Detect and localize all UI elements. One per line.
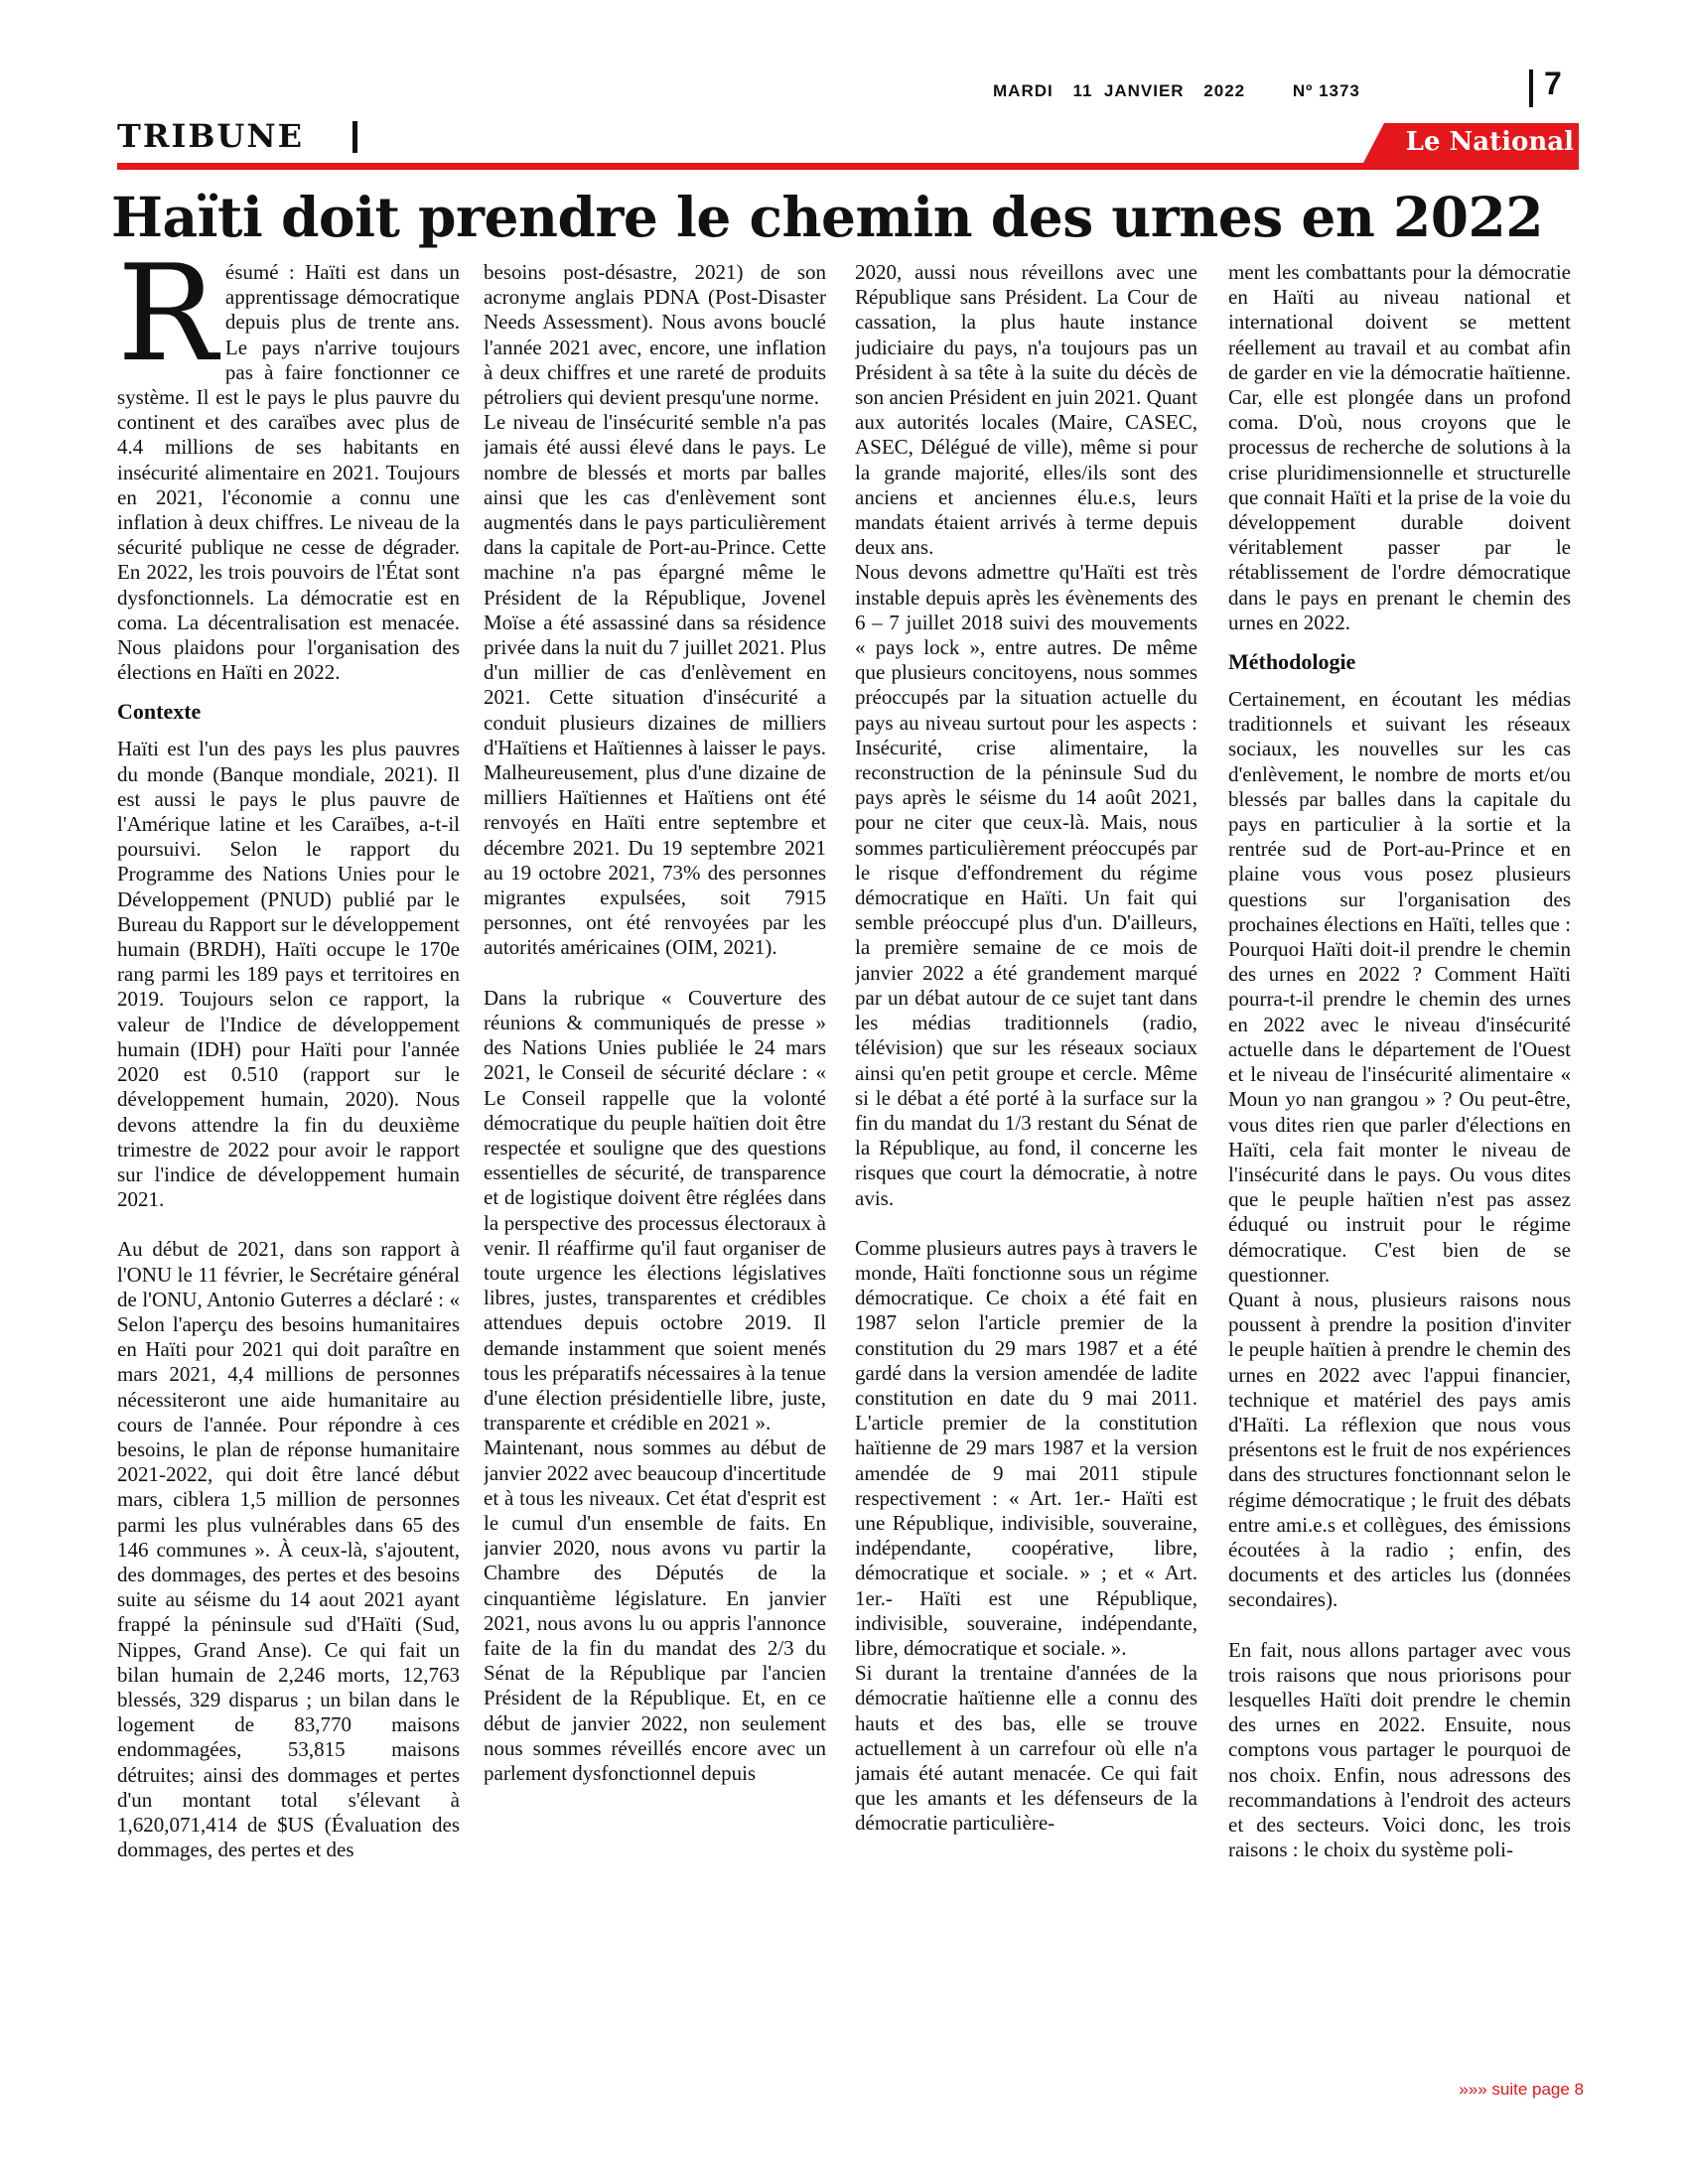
- body-paragraph: Comme plusieurs autres pays à travers le monde, Haïti fonctionne sous un régime démocratique. Ce choix a été fait en 1987 selon l'article premier de la constitution du 29 mars 1987 et a été gardé dans la version amendée de ladite constitution en date du 9 mai 2011. L'article premier de la constitution haïtienne de 29 mars 1987 et la version amendée de 9 mai 2011 stipule respectivement : « Art. 1er.- Haïti est une République, indivisible, souveraine, indépendante, coopérative, libre, démocratique et sociale. » ; et « Art. 1er.- Haïti est une République, indivisible, souveraine, indépendante, libre, démocratique et sociale. ».: [855, 1235, 1197, 1660]
- article-column-3: [855, 260, 1197, 2077]
- body-paragraph: Haïti est l'un des pays les plus pauvres du monde (Banque mondiale, 2021). Il est aussi le pays le plus pauvre de l'Amérique latine et les Caraïbes, a-t-il poursuivi. Selon le rapport du Programme des Nations Unies pour le Développement (PNUD) publié par le Bureau du Rapport sur le développement humain (BRDH), Haïti occupe le 170e rang parmi les 189 pays et territoires en 2019. Toujours selon ce rapport, la valeur de l'Indice de développement humain (IDH) pour Haïti pour l'année 2020 est 0.510 (rapport sur le développement humain, 2020). Nous devons attendre la fin du deuxième trimestre de 2022 pour avoir le rapport sur l'indice de développement humain 2021.: [117, 737, 460, 1212]
- issue-date-line: [993, 81, 1489, 101]
- article-column-2: [484, 260, 826, 2077]
- body-paragraph: Nous devons admettre qu'Haïti est très instable depuis après les évènements des 6 – 7 juillet 2018 suivi des mouvements « pays lock », entre autres. De même que plusieurs concitoyens, nous sommes préoccupés par la situation actuelle du pays au niveau surtout pour les aspects : Insécurité, crise alimentaire, la reconstruction de la péninsule Sud du pays après le séisme du 14 août 2021, pour ne citer que ceux-là. Mais, nous sommes particulièrement préoccupés par le risque d'effondrement du régime démocratique en Haïti. Un fait qui semble préoccupé plus d'un. D'ailleurs, la première semaine de ce mois de janvier 2022 a été grandement marqué par un débat autour de ce sujet tant dans les médias traditionnels (radio, télévision) que sur les réseaux sociaux ainsi qu'en petit groupe et cercle. Même si le débat a été porté à la surface sur la fin du mandat du 1/3 restant du Sénat de la République, au fond, il concerne les risques que court la démocratie, à notre avis.: [855, 560, 1197, 1210]
- body-paragraph: ment les combattants pour la démocratie en Haïti au niveau national et international doivent se mettent réellement au travail et au combat afin de garder en vie la démocratie haïtienne. Car, elle est plongée dans un profond coma. D'où, nous croyons que le processus de recherche de solutions à la crise pluridimensionnelle et structurelle que connait Haïti et la prise de la voie du développement durable doivent véritablement passer par le rétablissement de l'ordre démocratique dans le pays en prenant le chemin des urnes en 2022.: [1228, 260, 1571, 634]
- article-title: Haïti doit prendre le chemin des urnes en 2022: [111, 185, 1544, 249]
- header-rule: [117, 163, 1579, 170]
- brand-name: Le National: [1405, 127, 1574, 157]
- body-paragraph: En fait, nous allons partager avec vous trois raisons que nous priorisons pour lesquelles Haïti doit prendre le chemin des urnes en 2022. Ensuite, nous comptons vous partager le pourquoi de nos choix. Enfin, nous adressons des recommandations à l'endroit des acteurs et des secteurs. Voici donc, les trois raisons : le choix du système poli-: [1228, 1637, 1571, 1862]
- section-separator: [352, 121, 357, 153]
- issue-date: 11 JANVIER: [1072, 81, 1185, 100]
- body-paragraph: Maintenant, nous sommes au début de janvier 2022 avec beaucoup d'incertitude et à tous les niveaux. Cet état d'esprit est le cumul d'un ensemble de faits. En janvier 2020, nous avons vu partir la Chambre des Députés de la cinquantième législature. En janvier 2021, nous avons lu ou appris l'annonce faite de la fin du mandat des 2/3 du Sénat de la République par l'ancien Président de la République. Et, en ce début de janvier 2022, non seulement nous sommes réveillés encore avec un parlement dysfonctionnel depuis: [484, 1435, 826, 1785]
- body-paragraph: 2020, aussi nous réveillons avec une République sans Président. La Cour de cassation, la plus haute instance judiciaire du pays, n'a toujours pas un Président à sa tête à la suite du décès de son ancien Président en juin 2021. Quant aux autorités locales (Maire, CASEC, ASEC, Délégué de ville), même si pour la grande majorité, elles/ils sont des anciens et anciennes élu.e.s, leurs mandats étaient arrivés à terme depuis deux ans.: [855, 260, 1197, 560]
- header-separator: [1529, 69, 1533, 107]
- issue-number: Nº 1373: [1292, 81, 1360, 100]
- heading-contexte: Contexte: [117, 699, 202, 725]
- continued-on-page-link[interactable]: »»» suite page 8: [1459, 2080, 1584, 2099]
- summary-paragraph: ésumé : Haïti est dans un apprentissage démocratique depuis plus de trente ans. Le pays n'arrive toujours pas à faire fonctionner ce système. Il est le pays le plus pauvre du continent et des caraïbes avec plus de 4.4 millions de ses habitants en insécurité alimentaire en 2021. Toujours en 2021, l'économie a connu une inflation à deux chiffres. Le niveau de la sécurité publique ne cesse de dégrader. En 2022, les trois pouvoirs de l'État sont dysfonctionnels. La démocratie est en coma. La décentralisation est menacée. Nous plaidons pour l'organisation des élections en Haïti en 2022.: [117, 260, 460, 685]
- drop-cap: R: [117, 260, 217, 391]
- body-paragraph: Certainement, en écoutant les médias traditionnels et suivant les réseaux sociaux, les nouvelles sur les cas d'enlèvement, le nombre de morts et/ou blessés par balles dans la capitale du pays en particulier à la sortie et la rentrée sud de Port-au-Prince et en plaine vous vous posez plusieurs questions sur l'organisation des prochaines élections en Haïti, telles que : Pourquoi Haïti doit-il prendre le chemin des urnes en 2022 ? Comment Haïti pourra-t-il prendre le chemin des urnes en 2022 avec le niveau d'insécurité actuelle dans le département de l'Ouest et le niveau de l'insécurité alimentaire « Moun yo nan grangou » ? Ou peut-être, vous dites rien que parler d'élections en Haïti, cela fait monter le niveau de l'insécurité dans le pays. Ou vous dites que le peuple haïtien n'est pas assez éduqué ou instruit pour le régime démocratique. C'est bien de se questionner.: [1228, 687, 1571, 1287]
- issue-year: 2022: [1203, 81, 1246, 100]
- article-column-1: [117, 260, 460, 2077]
- section-label: TRIBUNE: [117, 117, 304, 155]
- issue-day: MARDI: [993, 81, 1054, 100]
- page-number: 7: [1544, 66, 1562, 101]
- body-paragraph: Si durant la trentaine d'années de la démocratie haïtienne elle a connu des hauts et des bas, elle se trouve actuellement à un carrefour où elle n'a jamais été autant menacée. Ce qui fait que les amants et les défenseurs de la démocratie particulière-: [855, 1661, 1197, 1836]
- heading-methodologie: Méthodologie: [1228, 649, 1356, 675]
- article-column-4: [1228, 260, 1571, 2077]
- body-paragraph: besoins post-désastre, 2021) de son acronyme anglais PDNA (Post-Disaster Needs Assessment). Nous avons bouclé l'année 2021 avec, encore, une inflation à deux chiffres et une rareté de produits pétroliers qui devient presqu'une norme.: [484, 260, 826, 410]
- body-paragraph: Au début de 2021, dans son rapport à l'ONU le 11 février, le Secrétaire général de l'ONU, Antonio Guterres a déclaré : « Selon l'aperçu des besoins humanitaires en Haïti pour 2021 qui doit paraître en mars 2021, 4,4 millions de personnes nécessiteront une aide humanitaire au cours de l'année. Pour répondre à ces besoins, le plan de réponse humanitaire 2021-2022, qui doit être lancé début mars, ciblera 1,5 million de personnes parmi les plus vulnérables dans 65 des 146 communes ». À ceux-là, s'ajoutent, des dommages, des pertes et des besoins suite au séisme du 14 aout 2021 ayant frappé la péninsule sud d'Haïti (Sud, Nippes, Grand Anse). Ce qui fait un bilan humain de 2,246 morts, 12,763 blessés, 329 disparus ; un bilan dans le logement de 83,770 maisons endommagées, 53,815 maisons détruites; ainsi des dommages et pertes d'un montant total s'élevant à 1,620,071,414 de $US (Évaluation des dommages, des pertes et des: [117, 1237, 460, 1862]
- body-paragraph: Quant à nous, plusieurs raisons nous poussent à prendre la position d'inviter le peuple haïtien à prendre le chemin des urnes en 2022 avec l'appui financier, technique et matériel des pays amis d'Haïti. La réflexion que nous vous présentons est le fruit de nos expériences dans des structures fonctionnant selon le régime démocratique ; le fruit des débats entre ami.e.s et collègues, des émissions écoutées à la radio ; enfin, des documents et des articles lus (données secondaires).: [1228, 1287, 1571, 1612]
- body-paragraph: Dans la rubrique « Couverture des réunions & communiqués de presse » des Nations Unies publiée le 24 mars 2021, le Conseil de sécurité déclare : « Le Conseil rappelle que la volonté démocratique du peuple haïtien doit être respectée et souligne que des questions essentielles de sécurité, de transparence et de logistique doivent être réglées dans la perspective des processus électoraux à venir. Il réaffirme qu'il faut organiser de toute urgence les élections législatives libres, justes, transparentes et crédibles attendues depuis octobre 2019. Il demande instamment que soient menés tous les préparatifs nécessaires à la tenue d'une élection présidentielle libre, juste, transparente et crédible en 2021 ».: [484, 985, 826, 1435]
- body-paragraph: Le niveau de l'insécurité semble n'a pas jamais été aussi élevé dans le pays. Le nombre de blessés et morts par balles ainsi que les cas d'enlèvement sont augmentés dans le pays particulièrement dans la capitale de Port-au-Prince. Cette machine n'a pas épargné même le Président de la République, Jovenel Moïse a été assassiné dans sa résidence privée dans la nuit du 7 juillet 2021. Plus d'un millier de cas d'enlèvement en 2021. Cette situation d'insécurité a conduit plusieurs dizaines de milliers d'Haïtiens et Haïtiennes à laisser le pays. Malheureusement, plus d'une dizaine de milliers Haïtiennes et Haïtiens ont été renvoyés en Haïti entre septembre et décembre 2021. Du 19 septembre 2021 au 19 octobre 2021, 73% des personnes migrantes expulsées, soit 7915 personnes, ont été renvoyées par les autorités américaines (OIM, 2021).: [484, 410, 826, 960]
